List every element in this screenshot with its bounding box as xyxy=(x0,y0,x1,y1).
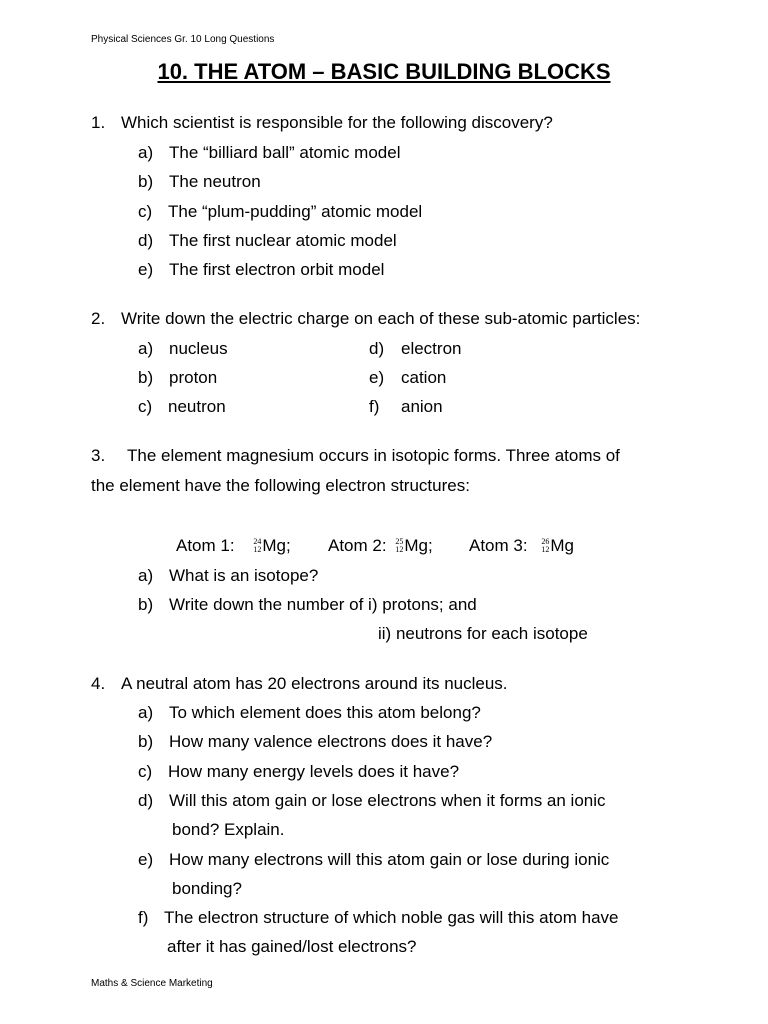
q2-item-label: f) xyxy=(369,397,380,416)
q1-item-label: d) xyxy=(138,231,154,250)
q1-item-text: The neutron xyxy=(169,172,261,191)
atom-label: Atom 2: xyxy=(328,536,387,555)
atom-label: Atom 3: xyxy=(469,536,528,555)
q4-item-text: How many valence electrons does it have? xyxy=(169,732,493,751)
q2-item-text: cation xyxy=(401,368,447,387)
q2-item-text: proton xyxy=(169,368,218,387)
q4-item-continuation: bond? Explain. xyxy=(172,820,285,839)
q4-item-text: How many electrons will this atom gain or lose during ionic xyxy=(169,850,610,869)
mass-number: 26 xyxy=(541,536,550,546)
mass-number: 24 xyxy=(253,536,262,546)
q2-item-text: neutron xyxy=(168,397,226,416)
q1-number: 1. xyxy=(91,113,106,132)
element-symbol: Mg; xyxy=(404,536,433,555)
q1-item-text: The “plum-pudding” atomic model xyxy=(168,202,423,221)
isotope-numbers xyxy=(253,538,261,554)
page-footer: Maths & Science Marketing xyxy=(91,978,213,989)
q1-item-text: The first nuclear atomic model xyxy=(169,231,397,250)
q2-item-label: e) xyxy=(369,368,385,387)
q4-item-label: a) xyxy=(138,703,154,722)
atomic-number: 12 xyxy=(253,544,262,554)
q2-item-text: nucleus xyxy=(169,339,228,358)
q4-item-text: How many energy levels does it have? xyxy=(168,762,460,781)
atomic-number: 12 xyxy=(541,544,550,554)
mass-number: 25 xyxy=(395,536,404,546)
element-symbol: Mg; xyxy=(262,536,291,555)
q2-item-text: electron xyxy=(401,339,462,358)
q1-item-text: The first electron orbit model xyxy=(169,260,385,279)
q3-number: 3. xyxy=(91,446,106,465)
atom-1 xyxy=(176,536,291,556)
atomic-number: 12 xyxy=(395,544,404,554)
q4-item-label: e) xyxy=(138,850,154,869)
q4-text: A neutral atom has 20 electrons around its nucleus. xyxy=(121,674,508,693)
q4-item-text: The electron structure of which noble gas will this atom have xyxy=(164,908,619,927)
page-header: Physical Sciences Gr. 10 Long Questions xyxy=(91,34,275,45)
atom-label: Atom 1: xyxy=(176,536,235,555)
atom-2 xyxy=(328,536,433,556)
q1-item-text: The “billiard ball” atomic model xyxy=(169,143,401,162)
q1-item-label: b) xyxy=(138,172,154,191)
q3-subitem-ii: ii) neutrons for each isotope xyxy=(378,624,588,643)
q1-text: Which scientist is responsible for the following discovery? xyxy=(121,113,553,132)
page-title: 10. THE ATOM – BASIC BUILDING BLOCKS xyxy=(157,59,611,84)
q4-item-label: c) xyxy=(138,762,153,781)
q4-item-label: d) xyxy=(138,791,154,810)
q2-number: 2. xyxy=(91,309,106,328)
q4-item-continuation: bonding? xyxy=(172,879,242,898)
q3-item-text: What is an isotope? xyxy=(169,566,319,585)
atom-3 xyxy=(469,536,574,556)
q3-text-line2: the element have the following electron structures: xyxy=(91,476,470,495)
q3-item-text: Write down the number of i) protons; and xyxy=(169,595,477,614)
q4-number: 4. xyxy=(91,674,106,693)
q2-item-label: d) xyxy=(369,339,385,358)
q2-item-label: c) xyxy=(138,397,153,416)
isotope-numbers xyxy=(395,538,403,554)
q1-item-label: c) xyxy=(138,202,153,221)
q2-item-label: a) xyxy=(138,339,154,358)
q2-item-text: anion xyxy=(401,397,443,416)
q1-item-label: a) xyxy=(138,143,154,162)
q3-text-line1: The element magnesium occurs in isotopic forms. Three atoms of xyxy=(127,446,620,465)
element-symbol: Mg xyxy=(550,536,574,555)
q1-item-label: e) xyxy=(138,260,154,279)
q3-item-label: a) xyxy=(138,566,154,585)
q4-item-label: b) xyxy=(138,732,154,751)
q3-item-label: b) xyxy=(138,595,154,614)
isotope-numbers xyxy=(541,538,549,554)
q4-item-text: To which element does this atom belong? xyxy=(169,703,481,722)
q2-item-label: b) xyxy=(138,368,154,387)
q2-text: Write down the electric charge on each of these sub-atomic particles: xyxy=(121,309,641,328)
q4-item-continuation: after it has gained/lost electrons? xyxy=(167,937,417,956)
q4-item-text: Will this atom gain or lose electrons when it forms an ionic xyxy=(169,791,606,810)
q4-item-label: f) xyxy=(138,908,149,927)
